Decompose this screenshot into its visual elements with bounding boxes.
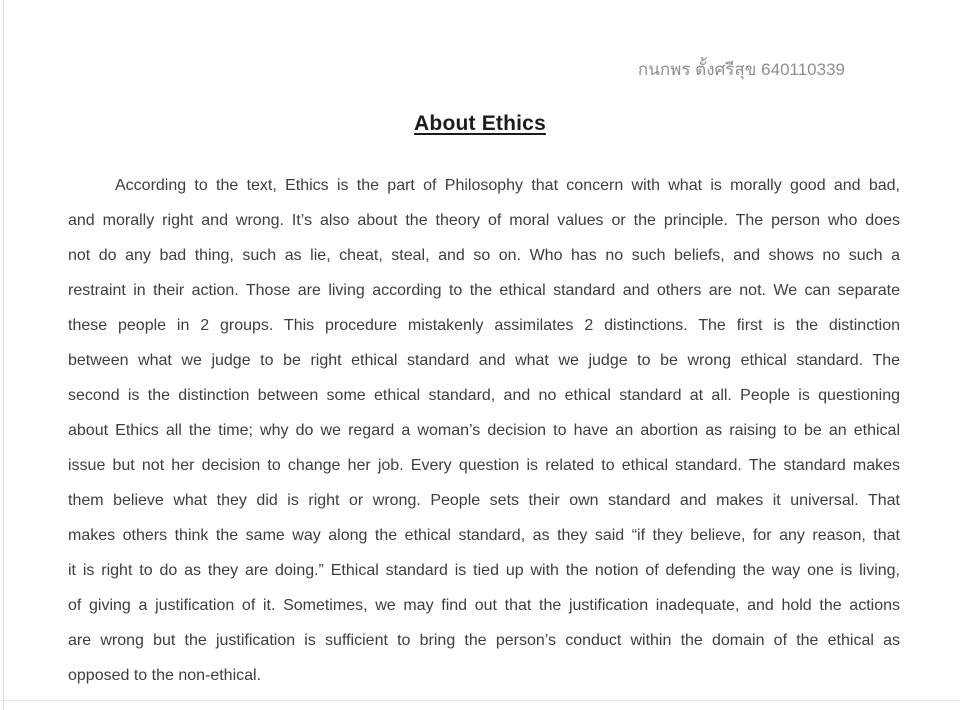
essay-line: and morally right and wrong. It’s also about the theory of moral values or the principle. The person who does [68,212,900,229]
student-name-id: กนกพร ตั้งศรีสุข 640110339 [637,60,845,79]
essay-line: opposed to the non-ethical. [68,667,262,684]
essay-line: about Ethics all the time; why do we regard a woman’s decision to have an abortion as raising to be an ethical [68,422,900,439]
essay-line: second is the distinction between some ethical standard, and no ethical standard at all. People is questioning [68,387,900,404]
essay-line: between what we judge to be right ethical standard and what we judge to be wrong ethical standard. The [68,352,900,369]
essay-title: About Ethics [414,112,546,135]
essay-line: them believe what they did is right or wrong. People sets their own standard and makes it universal. That [68,492,900,509]
page-left-border [3,0,4,710]
page-bottom-border [0,700,960,701]
essay-line: makes others think the same way along the ethical standard, as they said “if they believe, for any reason, that [68,527,900,544]
essay-line: these people in 2 groups. This procedure mistakenly assimilates 2 distinctions. The first is the distinction [68,317,900,334]
essay-line: not do any bad thing, such as lie, cheat, steal, and so on. Who has no such beliefs, and shows no such a [68,247,900,264]
essay-line: are wrong but the justification is sufficient to bring the person’s conduct within the domain of the ethical as [68,632,900,649]
essay-line: of giving a justification of it. Sometimes, we may find out that the justification inadequate, and hold the actions [68,597,900,614]
essay-line: issue but not her decision to change her job. Every question is related to ethical standard. The standard makes [68,457,900,474]
essay-paragraph [68,168,900,693]
essay-line: According to the text, Ethics is the part of Philosophy that concern with what is morally good and bad, [115,177,900,194]
essay-line: restraint in their action. Those are living according to the ethical standard and others are not. We can separate [68,282,900,299]
essay-line: it is right to do as they are doing.” Ethical standard is tied up with the notion of defending the way one is living, [68,562,900,579]
